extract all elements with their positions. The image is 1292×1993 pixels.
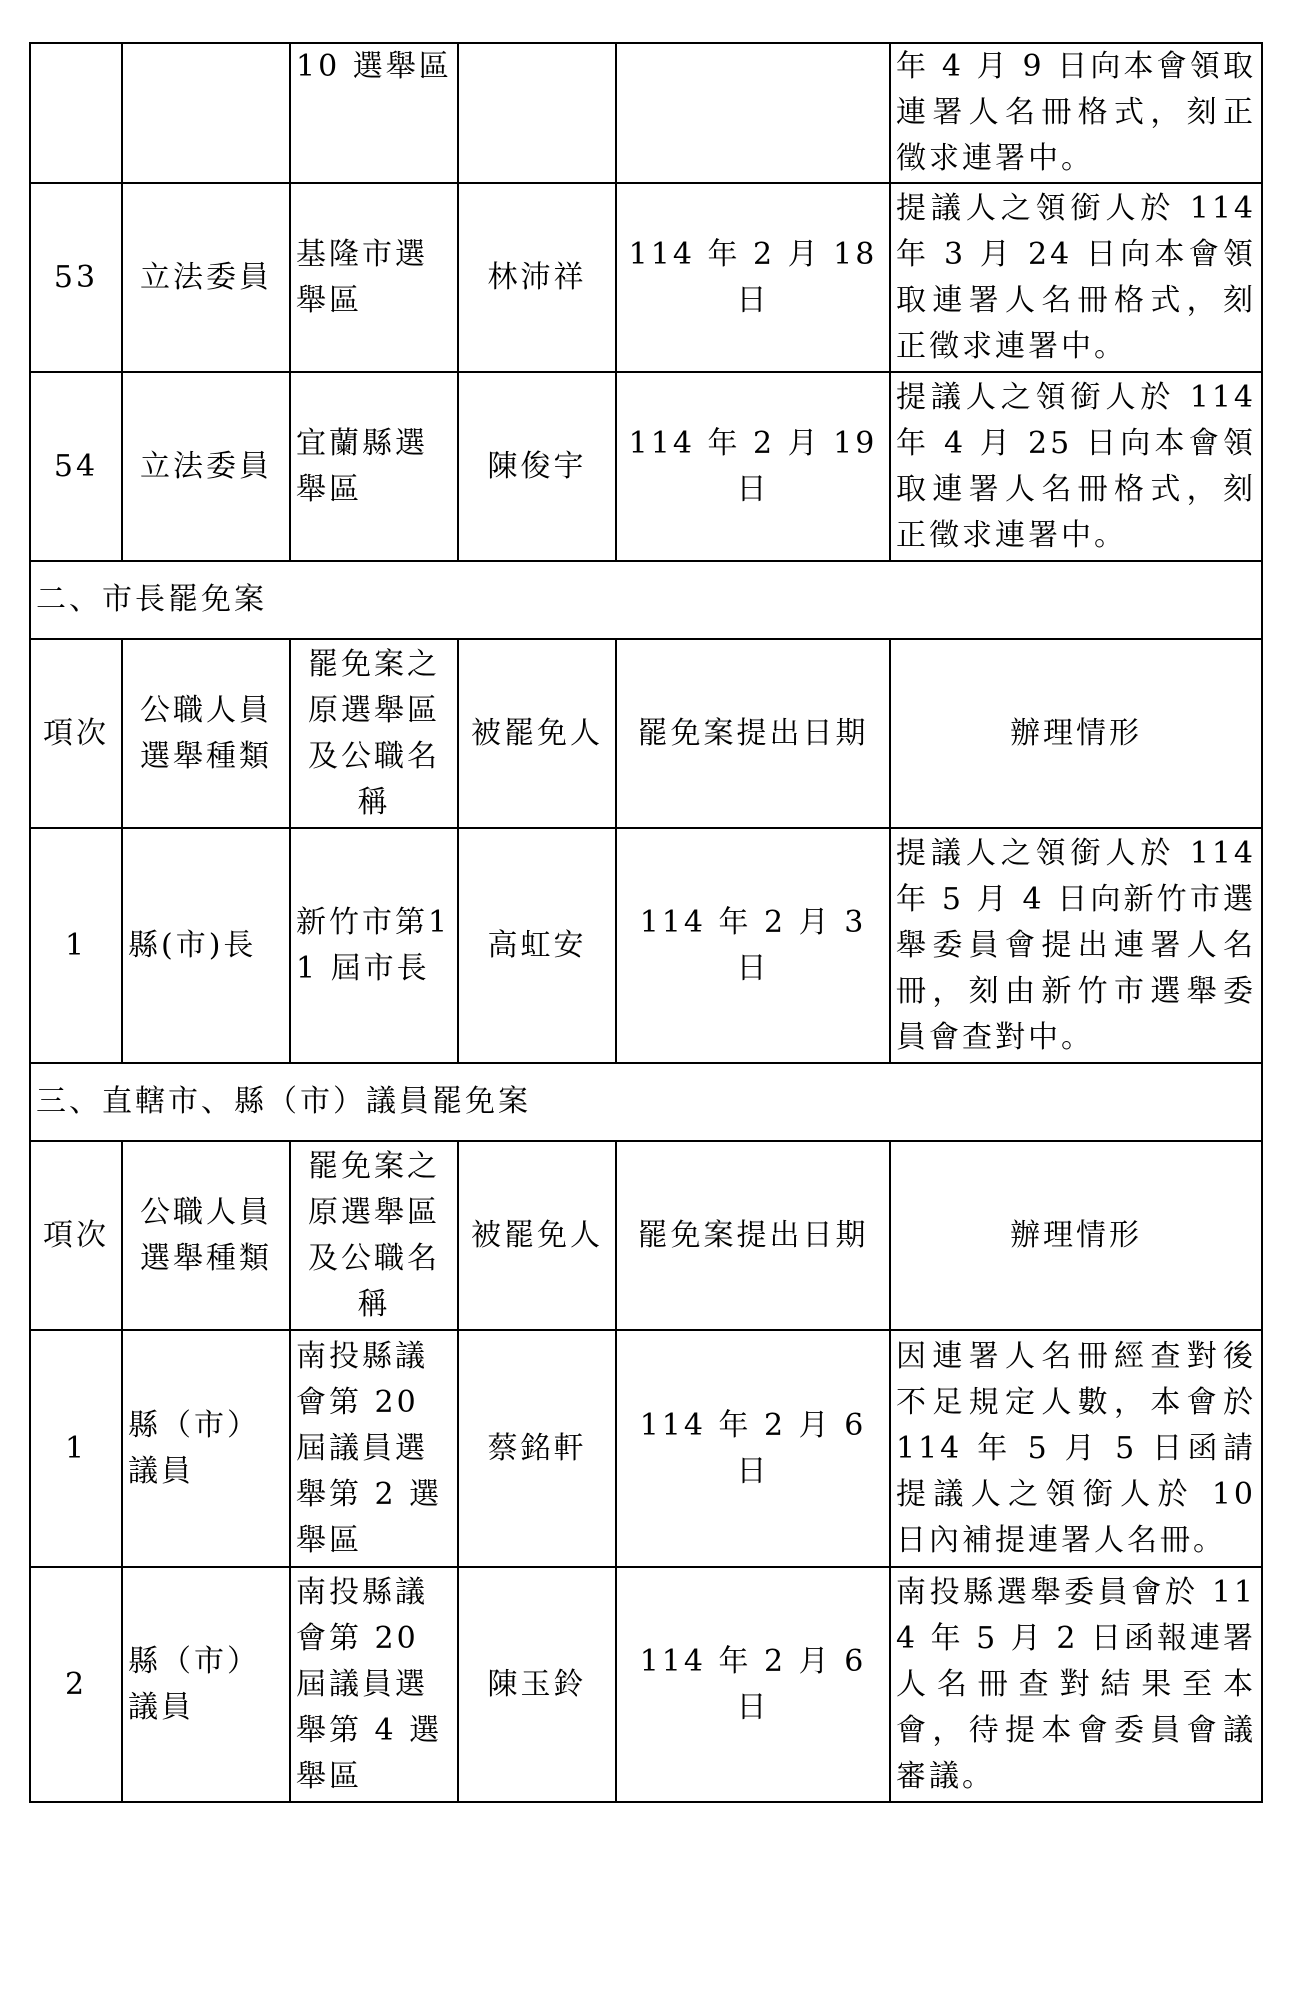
status-text: 因連署人名冊經查對後不足規定人數，本會於 114 年 5 月 5 日函請提議人之領銜人於 10 日內補提連署人名冊。 bbox=[890, 1330, 1262, 1567]
recalled-person: 林沛祥 bbox=[458, 183, 616, 372]
section-title-councilor: 三、直轄市、縣（市）議員罷免案 bbox=[30, 1063, 1262, 1141]
election-type: 立法委員 bbox=[122, 183, 290, 372]
recalled-person bbox=[458, 43, 616, 183]
district: 南投縣議會第 20 屆議員選舉第 2 選舉區 bbox=[290, 1330, 458, 1567]
section-title-mayor: 二、市長罷免案 bbox=[30, 561, 1262, 639]
row-number: 1 bbox=[30, 828, 122, 1063]
status-text: 提議人之領銜人於 114 年 4 月 25 日向本會領取連署人名冊格式，刻正徵求連署中。 bbox=[890, 372, 1262, 561]
header-row bbox=[30, 1141, 1262, 1330]
district: 宜蘭縣選舉區 bbox=[290, 372, 458, 561]
header-no: 項次 bbox=[30, 1141, 122, 1330]
header-no: 項次 bbox=[30, 639, 122, 828]
table-row bbox=[30, 183, 1262, 372]
header-type: 公職人員選舉種類 bbox=[122, 639, 290, 828]
row-number: 54 bbox=[30, 372, 122, 561]
proposal-date: 114 年 2 月 19 日 bbox=[616, 372, 890, 561]
recall-status-table bbox=[29, 42, 1263, 1803]
status-text: 南投縣選舉委員會於 114 年 5 月 2 日函報連署人名冊查對結果至本會，待提本會委員會議審議。 bbox=[890, 1567, 1262, 1802]
election-type: 縣（市）議員 bbox=[122, 1567, 290, 1802]
district: 新竹市第11 屆市長 bbox=[290, 828, 458, 1063]
proposal-date: 114 年 2 月 3 日 bbox=[616, 828, 890, 1063]
header-type: 公職人員選舉種類 bbox=[122, 1141, 290, 1330]
status-text: 年 4 月 9 日向本會領取連署人名冊格式，刻正徵求連署中。 bbox=[890, 43, 1262, 183]
recalled-person: 陳玉鈴 bbox=[458, 1567, 616, 1802]
recalled-person: 高虹安 bbox=[458, 828, 616, 1063]
table-row bbox=[30, 828, 1262, 1063]
header-date: 罷免案提出日期 bbox=[616, 639, 890, 828]
proposal-date: 114 年 2 月 18 日 bbox=[616, 183, 890, 372]
status-text: 提議人之領銜人於 114 年 5 月 4 日向新竹市選舉委員會提出連署人名冊，刻由新竹市選舉委員會查對中。 bbox=[890, 828, 1262, 1063]
section-heading-row bbox=[30, 561, 1262, 639]
election-type: 立法委員 bbox=[122, 372, 290, 561]
section-heading-row bbox=[30, 1063, 1262, 1141]
row-number: 2 bbox=[30, 1567, 122, 1802]
header-person: 被罷免人 bbox=[458, 1141, 616, 1330]
proposal-date: 114 年 2 月 6 日 bbox=[616, 1330, 890, 1567]
row-number: 1 bbox=[30, 1330, 122, 1567]
proposal-date bbox=[616, 43, 890, 183]
header-person: 被罷免人 bbox=[458, 639, 616, 828]
table-row bbox=[30, 1567, 1262, 1802]
district: 南投縣議會第 20 屆議員選舉第 4 選舉區 bbox=[290, 1567, 458, 1802]
header-date: 罷免案提出日期 bbox=[616, 1141, 890, 1330]
table-row bbox=[30, 372, 1262, 561]
header-district: 罷免案之原選舉區及公職名稱 bbox=[290, 1141, 458, 1330]
header-status: 辦理情形 bbox=[890, 639, 1262, 828]
header-district: 罷免案之原選舉區及公職名稱 bbox=[290, 639, 458, 828]
status-text: 提議人之領銜人於 114 年 3 月 24 日向本會領取連署人名冊格式，刻正徵求連署中。 bbox=[890, 183, 1262, 372]
district: 10 選舉區 bbox=[290, 43, 458, 183]
row-number: 53 bbox=[30, 183, 122, 372]
election-type: 縣（市）議員 bbox=[122, 1330, 290, 1567]
election-type bbox=[122, 43, 290, 183]
table-row bbox=[30, 43, 1262, 183]
header-row bbox=[30, 639, 1262, 828]
recalled-person: 蔡銘軒 bbox=[458, 1330, 616, 1567]
election-type: 縣(市)長 bbox=[122, 828, 290, 1063]
table-row bbox=[30, 1330, 1262, 1567]
header-status: 辦理情形 bbox=[890, 1141, 1262, 1330]
row-number bbox=[30, 43, 122, 183]
recalled-person: 陳俊宇 bbox=[458, 372, 616, 561]
proposal-date: 114 年 2 月 6 日 bbox=[616, 1567, 890, 1802]
district: 基隆市選舉區 bbox=[290, 183, 458, 372]
